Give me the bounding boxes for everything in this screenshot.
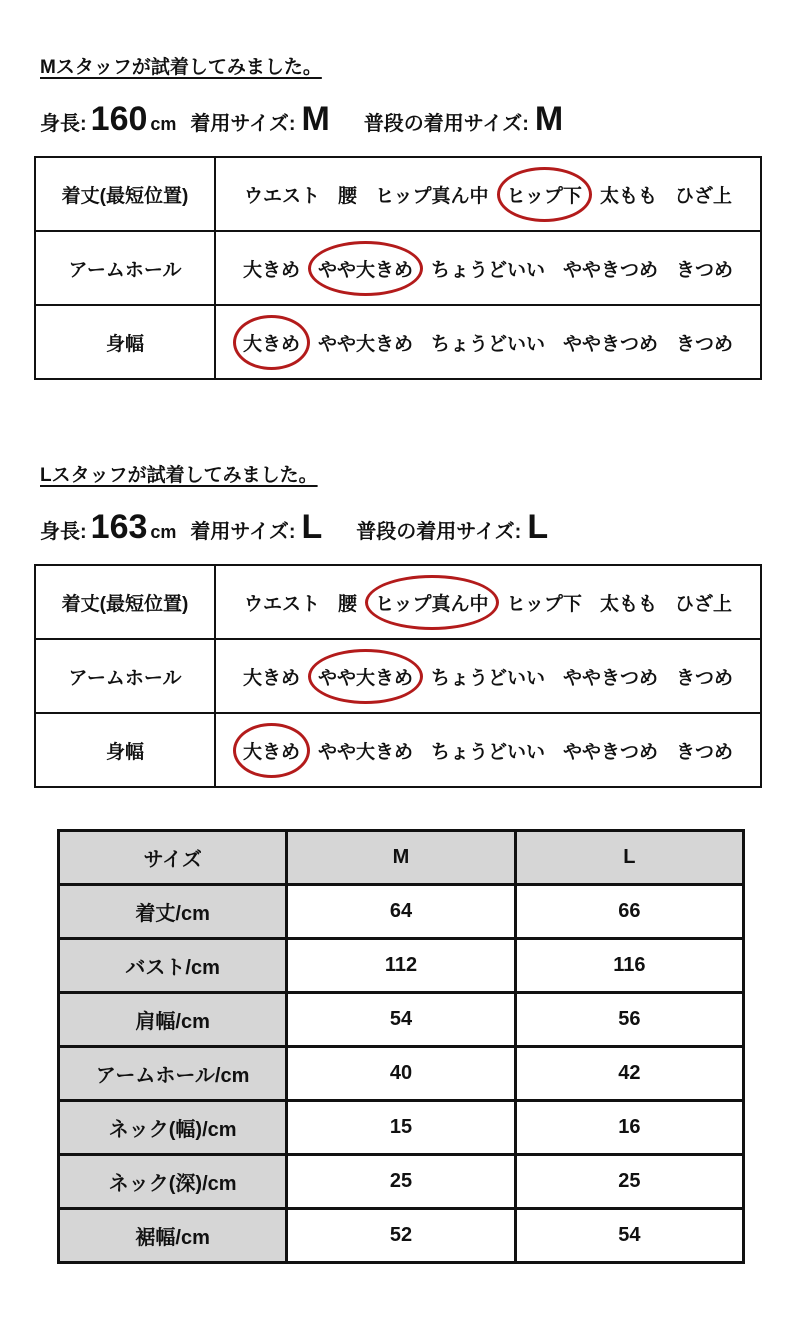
fit-table-m	[34, 156, 762, 380]
fit-option: やや大きめ	[317, 741, 413, 763]
fit-option: ひざ上	[674, 593, 732, 615]
fit-row	[35, 713, 761, 787]
fit-option: ウエスト	[244, 593, 321, 615]
size-table-header-row	[59, 831, 744, 885]
height-unit: cm	[150, 522, 177, 542]
fit-row-label: アームホール	[35, 639, 215, 713]
fit-option: ひざ上	[674, 185, 732, 207]
size-table-header-cell: L	[515, 831, 743, 885]
size-table-row-label: 裾幅/cm	[59, 1209, 287, 1263]
fit-option: ちょうどいい	[430, 741, 545, 763]
fit-option-selected: やや大きめ	[316, 663, 415, 690]
fit-row	[35, 565, 761, 639]
fit-table-l	[34, 564, 762, 788]
fit-option: ややきつめ	[563, 741, 659, 763]
fit-option: ヒップ真ん中	[375, 185, 489, 207]
fit-row-label: 身幅	[35, 713, 215, 787]
fit-option: きつめ	[676, 333, 734, 355]
fit-option: きつめ	[676, 741, 734, 763]
fit-row-label: 着丈(最短位置)	[35, 157, 215, 231]
fit-option-selected: 大きめ	[241, 329, 302, 356]
size-table-row	[59, 939, 744, 993]
fit-option: やや大きめ	[317, 333, 413, 355]
size-table-row-label: 肩幅/cm	[59, 993, 287, 1047]
size-table-row-label: ネック(深)/cm	[59, 1155, 287, 1209]
size-table-cell: 64	[287, 885, 515, 939]
fit-row	[35, 305, 761, 379]
fit-option: ちょうどいい	[430, 259, 545, 281]
usual-size-value: M	[534, 100, 564, 138]
height-label: 身長:	[40, 521, 87, 543]
fit-option-selected: 大きめ	[241, 737, 302, 764]
size-table-row	[59, 1101, 744, 1155]
size-table-cell: 116	[515, 939, 743, 993]
height-unit: cm	[150, 114, 177, 134]
usual-size-label: 普段の着用サイズ:	[363, 113, 529, 135]
size-table-header-cell: M	[287, 831, 515, 885]
height-value: 160	[90, 100, 148, 138]
size-table-row	[59, 1155, 744, 1209]
size-table-cell: 54	[515, 1209, 743, 1263]
size-table-cell: 25	[287, 1155, 515, 1209]
height-label: 身長:	[40, 113, 87, 135]
size-table-row	[59, 1047, 744, 1101]
fit-option: ややきつめ	[563, 667, 659, 689]
fit-row	[35, 639, 761, 713]
usual-size-label: 普段の着用サイズ:	[356, 521, 522, 543]
size-table-cell: 52	[287, 1209, 515, 1263]
size-table-cell: 56	[515, 993, 743, 1047]
size-table-row	[59, 993, 744, 1047]
size-table-row-label: 着丈/cm	[59, 885, 287, 939]
size-table-cell: 54	[287, 993, 515, 1047]
fit-options-cell	[215, 713, 761, 787]
fit-option-selected: やや大きめ	[316, 255, 415, 282]
fit-option-selected: ヒップ下	[505, 181, 584, 208]
staff-m-profile	[40, 100, 563, 139]
fit-option: 腰	[338, 593, 358, 615]
fit-option: ちょうどいい	[430, 333, 545, 355]
size-table-row	[59, 1209, 744, 1263]
size-table-cell: 16	[515, 1101, 743, 1155]
fit-row-label: アームホール	[35, 231, 215, 305]
fit-option: きつめ	[676, 259, 734, 281]
fit-options	[216, 589, 760, 616]
size-table-cell: 15	[287, 1101, 515, 1155]
size-table-cell: 66	[515, 885, 743, 939]
fit-options	[216, 737, 760, 764]
size-table-row-label: アームホール/cm	[59, 1047, 287, 1101]
fit-row	[35, 231, 761, 305]
size-table-cell: 112	[287, 939, 515, 993]
staff-l-profile	[40, 508, 548, 547]
size-value: M	[301, 100, 330, 138]
fit-options-cell	[215, 565, 761, 639]
fit-option: 大きめ	[242, 259, 300, 281]
fit-options	[216, 663, 760, 690]
size-label: 着用サイズ:	[190, 113, 296, 135]
fit-option: きつめ	[676, 667, 734, 689]
fit-options	[216, 255, 760, 282]
size-table-cell: 40	[287, 1047, 515, 1101]
fit-option: ヒップ下	[506, 593, 582, 615]
fit-options-cell	[215, 639, 761, 713]
usual-size-value: L	[527, 508, 549, 546]
fit-option-selected: ヒップ真ん中	[373, 589, 490, 616]
fit-option: 腰	[338, 185, 358, 207]
size-table-header-cell: サイズ	[59, 831, 287, 885]
size-table-cell: 25	[515, 1155, 743, 1209]
fit-option: 太もも	[599, 185, 657, 207]
size-label: 着用サイズ:	[190, 521, 296, 543]
fit-row-label: 着丈(最短位置)	[35, 565, 215, 639]
fit-option: ややきつめ	[563, 259, 659, 281]
fit-option: 大きめ	[242, 667, 300, 689]
height-value: 163	[90, 508, 148, 546]
fit-option: ウエスト	[244, 185, 321, 207]
size-value: L	[301, 508, 323, 546]
staff-m-heading: Mスタッフが試着してみました。	[40, 57, 322, 78]
size-table-row	[59, 885, 744, 939]
size-table-cell: 42	[515, 1047, 743, 1101]
fit-options-cell	[215, 157, 761, 231]
fit-options-cell	[215, 231, 761, 305]
fit-options	[216, 329, 760, 356]
fit-options	[216, 181, 760, 208]
size-table-row-label: ネック(幅)/cm	[59, 1101, 287, 1155]
staff-l-heading: Lスタッフが試着してみました。	[40, 465, 318, 486]
fit-row	[35, 157, 761, 231]
fit-option: ちょうどいい	[430, 667, 545, 689]
fit-options-cell	[215, 305, 761, 379]
fit-option: ややきつめ	[563, 333, 659, 355]
fit-option: 太もも	[599, 593, 657, 615]
size-table-row-label: バスト/cm	[59, 939, 287, 993]
fit-row-label: 身幅	[35, 305, 215, 379]
size-table	[57, 829, 745, 1264]
